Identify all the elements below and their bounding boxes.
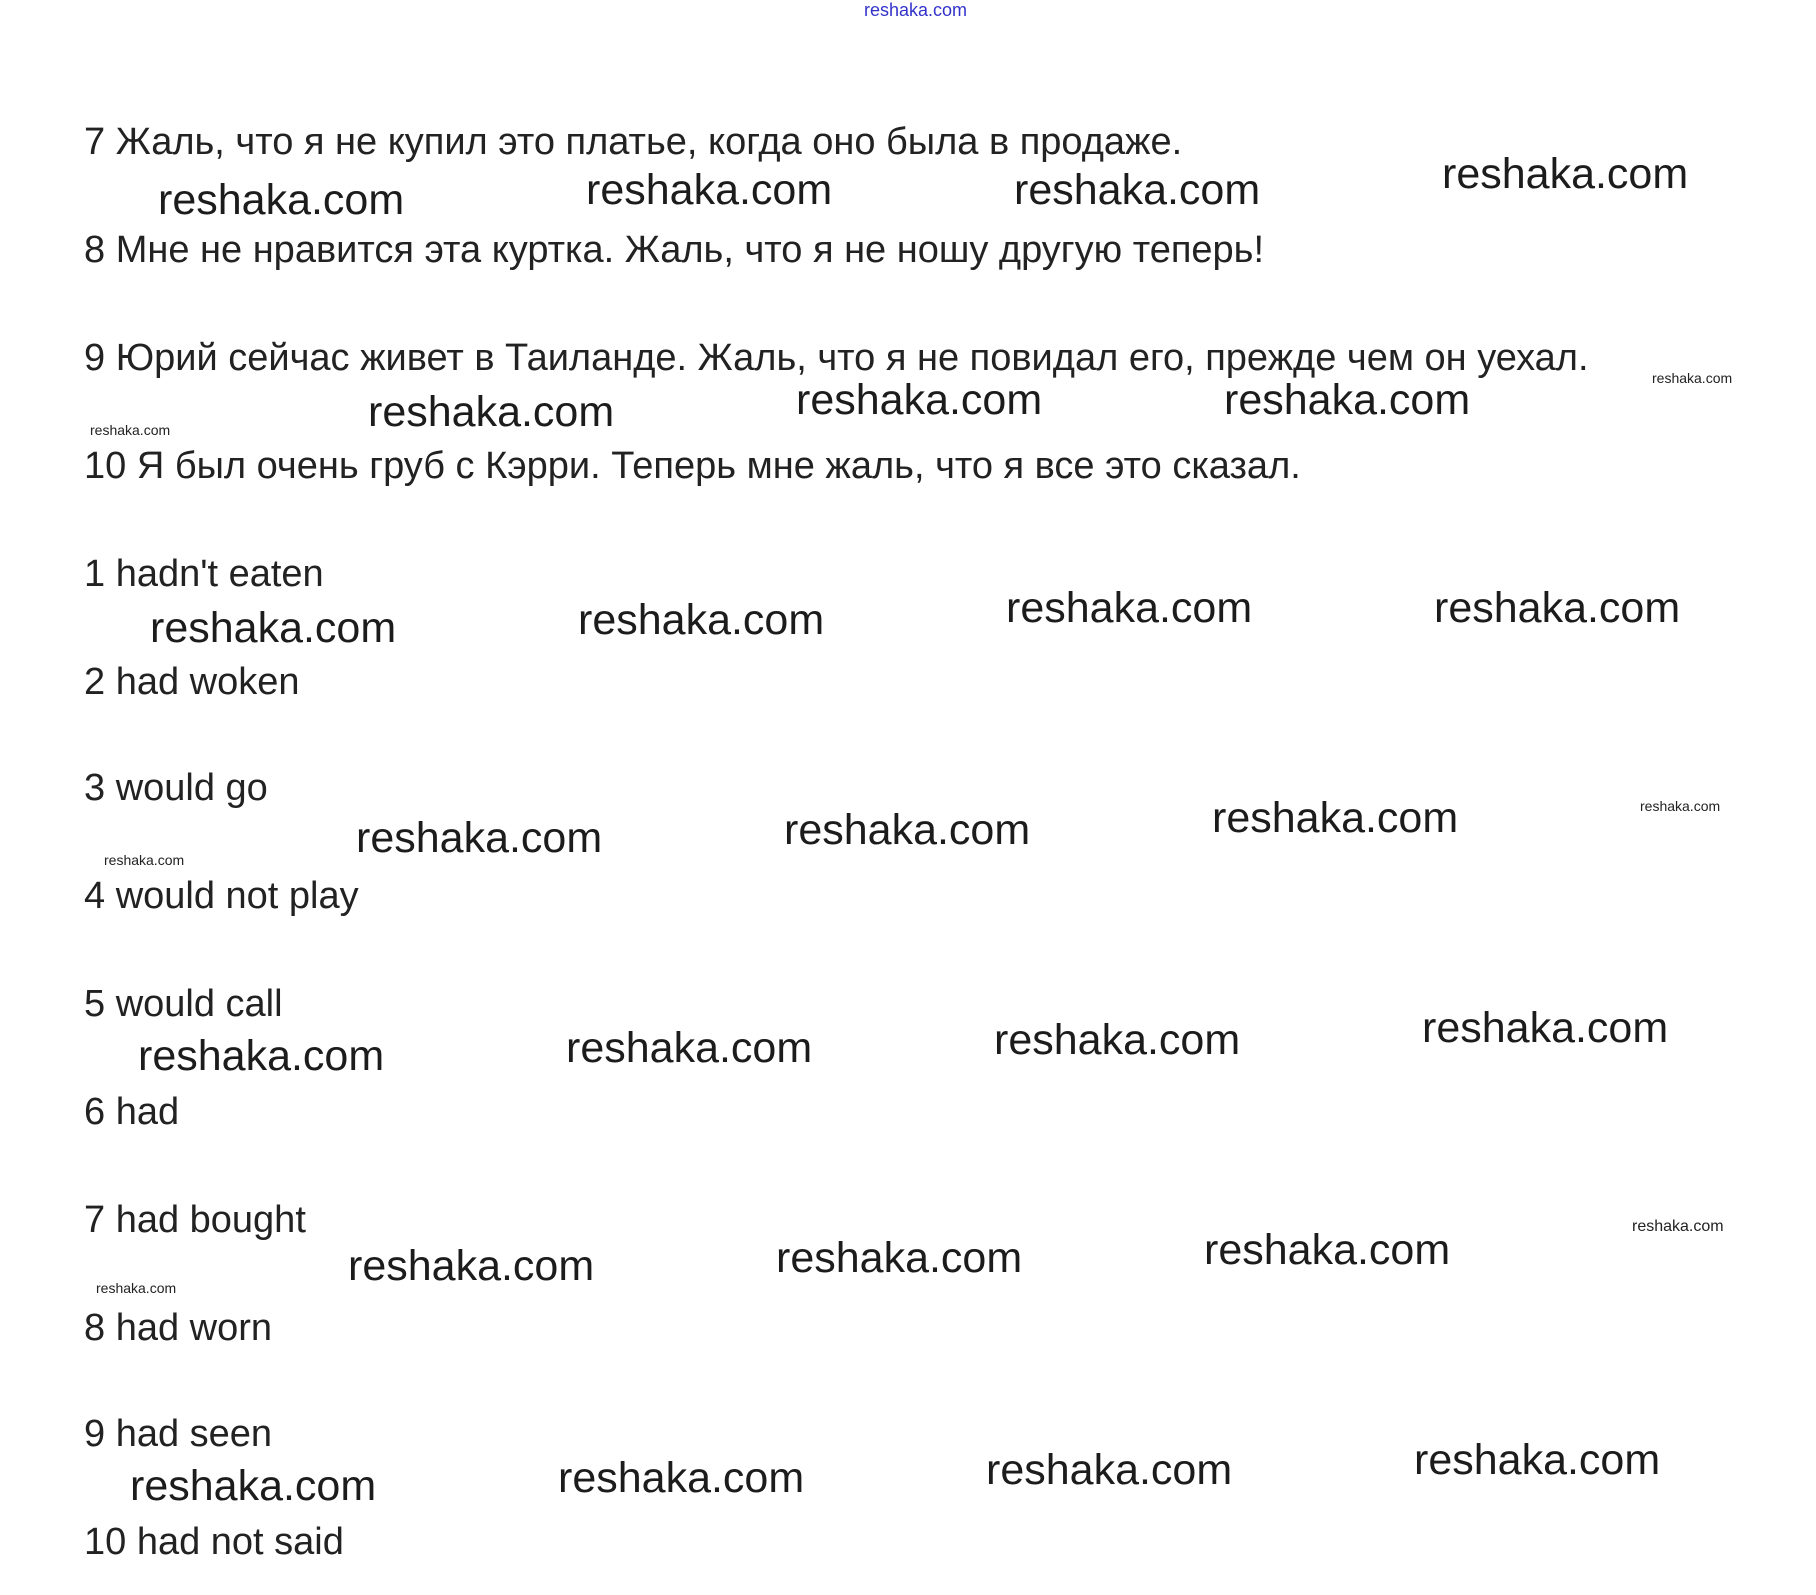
answer-line-2: 2 had woken xyxy=(84,661,300,703)
watermark-small: reshaka.com xyxy=(1652,370,1733,386)
watermark: reshaka.com xyxy=(1006,584,1253,632)
watermark-small: reshaka.com xyxy=(104,852,185,868)
watermark: reshaka.com xyxy=(994,1016,1241,1064)
watermark: reshaka.com xyxy=(1414,1436,1661,1484)
watermark: reshaka.com xyxy=(566,1024,813,1072)
answer-line-6: 6 had xyxy=(84,1091,180,1133)
watermark-small: reshaka.com xyxy=(1640,798,1721,814)
watermark: reshaka.com xyxy=(348,1242,595,1290)
watermark: reshaka.com xyxy=(1434,584,1681,632)
answer-line-4: 4 would not play xyxy=(84,875,359,917)
answer-line-7: 7 had bought xyxy=(84,1199,306,1241)
watermark: reshaka.com xyxy=(784,806,1031,854)
translation-line-8: 8 Мне не нравится эта куртка. Жаль, что я не ношу другую теперь! xyxy=(84,229,1265,271)
watermark: reshaka.com xyxy=(130,1462,377,1510)
watermark-small: reshaka.com xyxy=(1632,1218,1724,1235)
watermark-small: reshaka.com xyxy=(90,422,171,438)
watermark-small: reshaka.com xyxy=(96,1280,177,1296)
watermark: reshaka.com xyxy=(776,1234,1023,1282)
watermark: reshaka.com xyxy=(138,1032,385,1080)
answer-line-1: 1 hadn't eaten xyxy=(84,553,324,595)
watermark: reshaka.com xyxy=(796,376,1043,424)
site-link[interactable]: reshaka.com xyxy=(864,0,968,20)
watermark: reshaka.com xyxy=(986,1446,1233,1494)
translation-line-9: 9 Юрий сейчас живет в Таиланде. Жаль, что я не повидал его, прежде чем он уехал. xyxy=(84,337,1589,379)
watermark: reshaka.com xyxy=(1204,1226,1451,1274)
watermark: reshaka.com xyxy=(1014,166,1261,214)
watermark: reshaka.com xyxy=(158,176,405,224)
answer-line-3: 3 would go xyxy=(84,767,268,809)
watermark: reshaka.com xyxy=(1224,376,1471,424)
watermark: reshaka.com xyxy=(578,596,825,644)
answer-line-5: 5 would call xyxy=(84,983,283,1025)
translation-line-10: 10 Я был очень груб с Кэрри. Теперь мне жаль, что я все это сказал. xyxy=(84,445,1301,487)
answer-line-10: 10 had not said xyxy=(84,1521,344,1563)
watermark: reshaka.com xyxy=(1442,150,1689,198)
watermark: reshaka.com xyxy=(558,1454,805,1502)
answer-line-9: 9 had seen xyxy=(84,1413,273,1455)
watermark: reshaka.com xyxy=(586,166,833,214)
translation-line-7: 7 Жаль, что я не купил это платье, когда оно была в продаже. xyxy=(84,121,1183,163)
answer-line-8: 8 had worn xyxy=(84,1307,273,1349)
watermark: reshaka.com xyxy=(356,814,603,862)
watermark: reshaka.com xyxy=(368,388,615,436)
watermark: reshaka.com xyxy=(150,604,397,652)
watermark: reshaka.com xyxy=(1212,794,1459,842)
watermark: reshaka.com xyxy=(1422,1004,1669,1052)
